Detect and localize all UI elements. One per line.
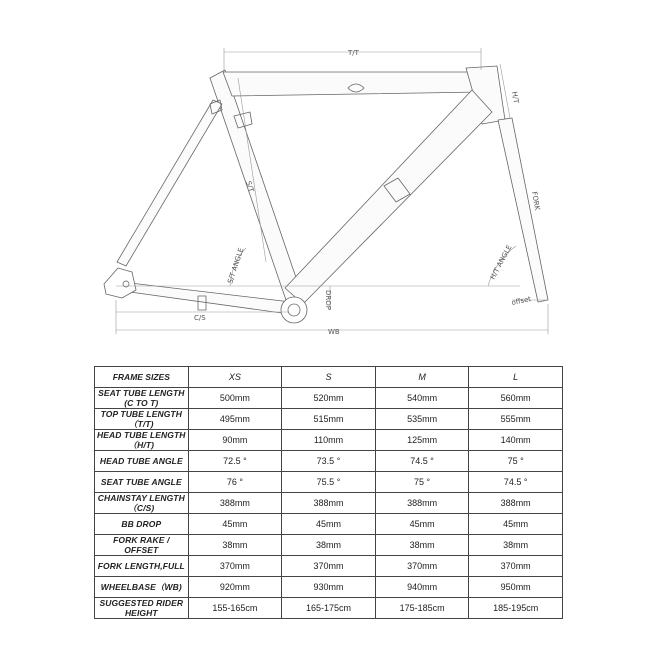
size-header-m: M	[375, 367, 469, 388]
row-label: SEAT TUBE LENGTH (C TO T)	[95, 388, 189, 409]
row-value: 515mm	[282, 409, 376, 430]
frame-size-table	[94, 366, 563, 619]
bottom-bracket	[281, 297, 307, 323]
row-value: 388mm	[375, 493, 469, 514]
chain-stay	[122, 282, 291, 314]
label-seat-angle: S/T ANGLE	[226, 246, 246, 285]
size-header-l: L	[469, 367, 563, 388]
label-head-angle: H/T ANGLE	[488, 243, 514, 281]
row-value: 495mm	[188, 409, 282, 430]
table-row	[95, 409, 563, 430]
row-value: 155-165cm	[188, 598, 282, 619]
row-value: 74.5 °	[375, 451, 469, 472]
row-label: HEAD TUBE ANGLE	[95, 451, 189, 472]
row-value: 38mm	[375, 535, 469, 556]
row-value: 185-195cm	[469, 598, 563, 619]
seat-stay	[117, 100, 222, 266]
row-label: FORK RAKE / OFFSET	[95, 535, 189, 556]
row-value: 175-185cm	[375, 598, 469, 619]
row-value: 370mm	[282, 556, 376, 577]
row-value: 125mm	[375, 430, 469, 451]
row-value: 72.5 °	[188, 451, 282, 472]
row-value: 45mm	[188, 514, 282, 535]
row-value: 45mm	[282, 514, 376, 535]
row-label: TOP TUBE LENGTH（T/T)	[95, 409, 189, 430]
row-value: 540mm	[375, 388, 469, 409]
label-head-tube: H/T	[510, 90, 520, 105]
rear-dropout	[104, 268, 136, 298]
row-value: 38mm	[469, 535, 563, 556]
frame-sizes-header: FRAME SIZES	[95, 367, 189, 388]
row-value: 75 °	[469, 451, 563, 472]
row-label: SUGGESTED RIDER HEIGHT	[95, 598, 189, 619]
row-value: 110mm	[282, 430, 376, 451]
row-value: 500mm	[188, 388, 282, 409]
table-row	[95, 577, 563, 598]
table-row	[95, 451, 563, 472]
row-value: 520mm	[282, 388, 376, 409]
row-value: 45mm	[469, 514, 563, 535]
row-label: WHEELBASE（WB)	[95, 577, 189, 598]
label-chainstay: C/S	[194, 314, 206, 322]
row-value: 370mm	[375, 556, 469, 577]
label-bb-drop: DROP	[324, 290, 332, 310]
row-value: 45mm	[375, 514, 469, 535]
row-value: 75.5 °	[282, 472, 376, 493]
row-value: 165-175cm	[282, 598, 376, 619]
row-value: 38mm	[282, 535, 376, 556]
down-tube	[285, 90, 492, 304]
row-value: 38mm	[188, 535, 282, 556]
row-value: 388mm	[282, 493, 376, 514]
table-row	[95, 388, 563, 409]
table-row	[95, 430, 563, 451]
label-top-tube: T/T	[348, 49, 359, 57]
row-value: 388mm	[188, 493, 282, 514]
row-value: 76 °	[188, 472, 282, 493]
row-value: 370mm	[188, 556, 282, 577]
label-seat-tube: S/T	[244, 180, 256, 194]
row-value: 370mm	[469, 556, 563, 577]
table-row	[95, 472, 563, 493]
row-value: 930mm	[282, 577, 376, 598]
table-row	[95, 598, 563, 619]
row-value: 920mm	[188, 577, 282, 598]
row-value: 560mm	[469, 388, 563, 409]
table-row	[95, 514, 563, 535]
row-label: BB DROP	[95, 514, 189, 535]
row-value: 140mm	[469, 430, 563, 451]
table-row	[95, 535, 563, 556]
label-fork: FORK	[530, 190, 542, 212]
row-value: 75 °	[375, 472, 469, 493]
row-value: 90mm	[188, 430, 282, 451]
label-wheelbase: WB	[328, 328, 340, 336]
table-row	[95, 493, 563, 514]
seat-tube	[210, 70, 303, 306]
label-offset: offset	[510, 295, 532, 307]
row-value: 950mm	[469, 577, 563, 598]
row-label: CHAINSTAY LENGTH（C/S)	[95, 493, 189, 514]
row-value: 73.5 °	[282, 451, 376, 472]
row-value: 74.5 °	[469, 472, 563, 493]
table-row	[95, 556, 563, 577]
table-header-row	[95, 367, 563, 388]
row-value: 535mm	[375, 409, 469, 430]
size-header-s: S	[282, 367, 376, 388]
size-header-xs: XS	[188, 367, 282, 388]
row-label: HEAD TUBE LENGTH（H/T)	[95, 430, 189, 451]
row-value: 555mm	[469, 409, 563, 430]
row-label: FORK LENGTH,FULL	[95, 556, 189, 577]
row-label: SEAT TUBE ANGLE	[95, 472, 189, 493]
fork	[498, 118, 548, 302]
top-tube	[223, 72, 482, 96]
row-value: 388mm	[469, 493, 563, 514]
row-value: 940mm	[375, 577, 469, 598]
